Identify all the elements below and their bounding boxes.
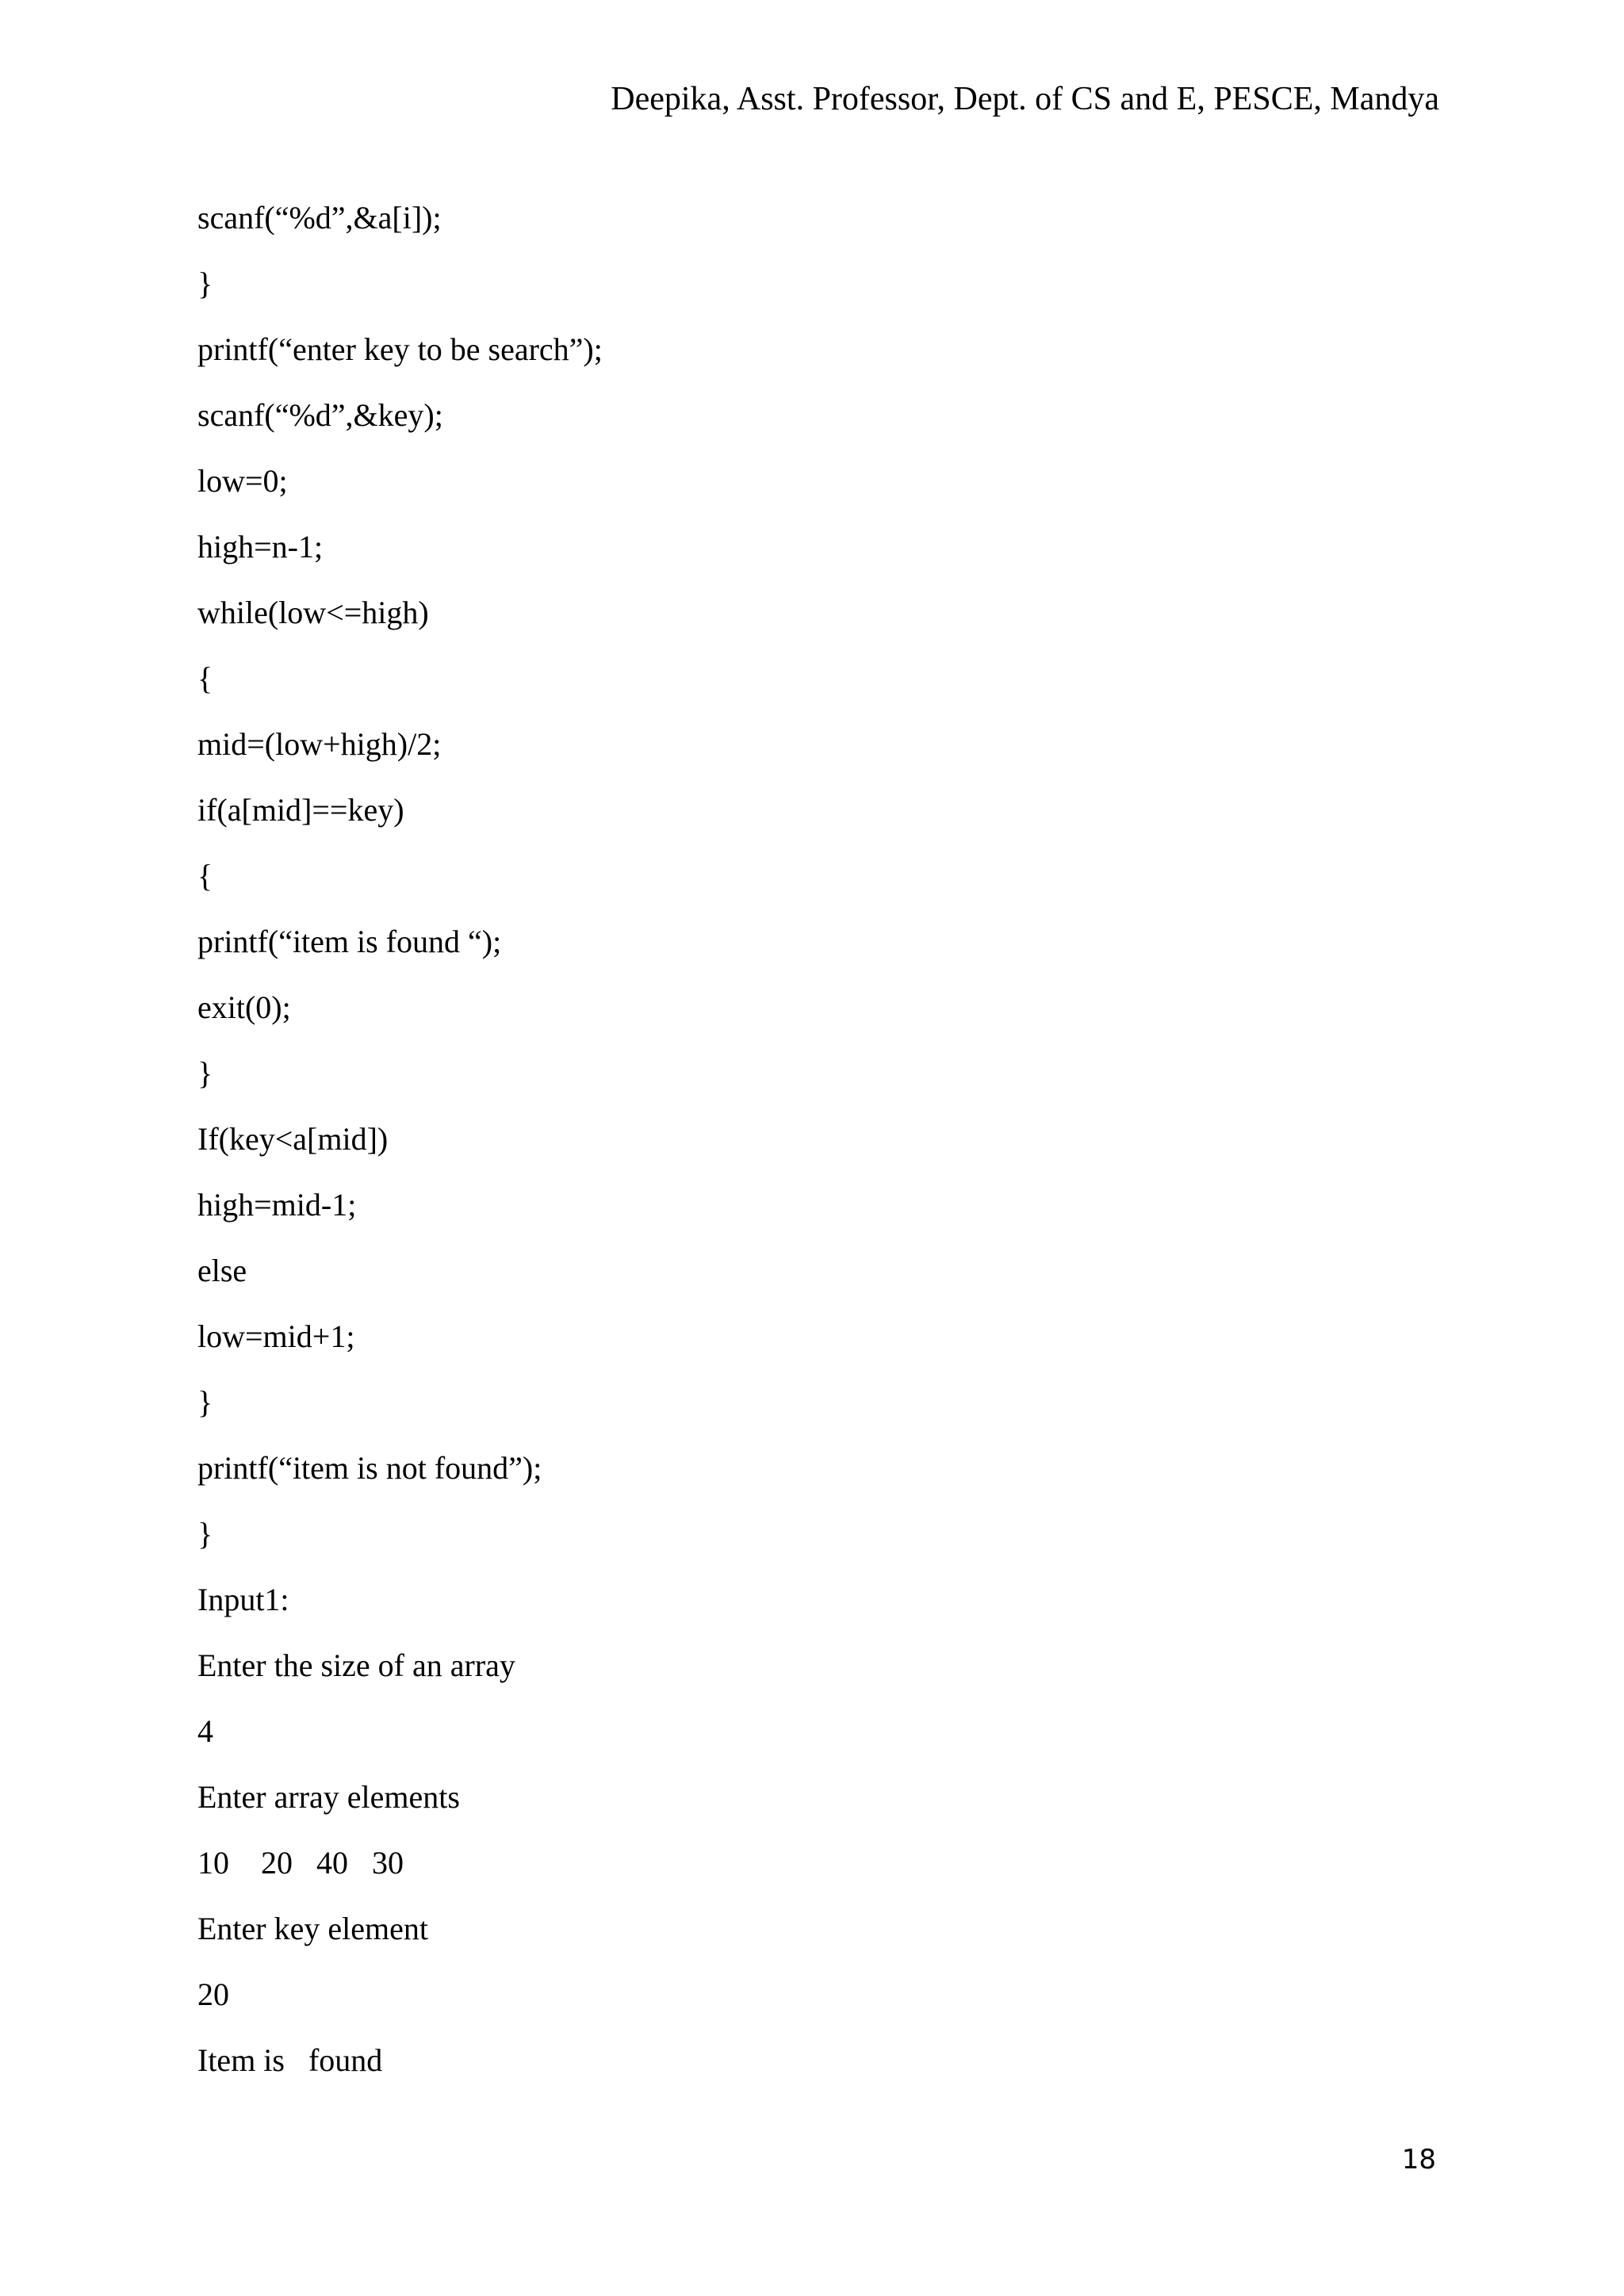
code-line: mid=(low+high)/2; <box>197 726 442 762</box>
page-number: 18 <box>1401 2144 1436 2175</box>
code-line: low=mid+1; <box>197 1318 355 1354</box>
code-line: scanf(“%d”,&a[i]); <box>197 200 442 235</box>
code-line: { <box>197 858 213 894</box>
io-line: 10 20 40 30 <box>197 1845 404 1881</box>
code-line: high=n-1; <box>197 529 324 564</box>
code-line: if(a[mid]==key) <box>197 792 404 828</box>
code-line: low=0; <box>197 463 288 499</box>
code-line: printf(“enter key to be search”); <box>197 331 603 367</box>
document-body <box>197 194 1427 2103</box>
code-line: { <box>197 660 213 696</box>
code-line: exit(0); <box>197 989 291 1025</box>
code-line: else <box>197 1253 247 1288</box>
code-line: } <box>197 1055 213 1091</box>
io-line: 20 <box>197 1976 229 2012</box>
code-line: } <box>197 1384 213 1420</box>
io-line: 4 <box>197 1713 213 1749</box>
code-line: } <box>197 1516 213 1552</box>
io-label: Input1: <box>197 1582 289 1617</box>
code-line: printf(“item is found “); <box>197 924 502 959</box>
io-line: Enter key element <box>197 1911 428 1946</box>
code-line: scanf(“%d”,&key); <box>197 397 443 433</box>
code-line: printf(“item is not found”); <box>197 1450 542 1486</box>
page-header: Deepika, Asst. Professor, Dept. of CS and E, PESCE, Mandya <box>611 81 1439 117</box>
code-line: If(key<a[mid]) <box>197 1121 389 1157</box>
io-line: Item is found <box>197 2042 383 2078</box>
code-line: } <box>197 266 213 301</box>
code-line: while(low<=high) <box>197 595 429 630</box>
code-line: high=mid-1; <box>197 1187 357 1223</box>
io-line: Enter the size of an array <box>197 1647 515 1683</box>
io-line: Enter array elements <box>197 1779 460 1815</box>
